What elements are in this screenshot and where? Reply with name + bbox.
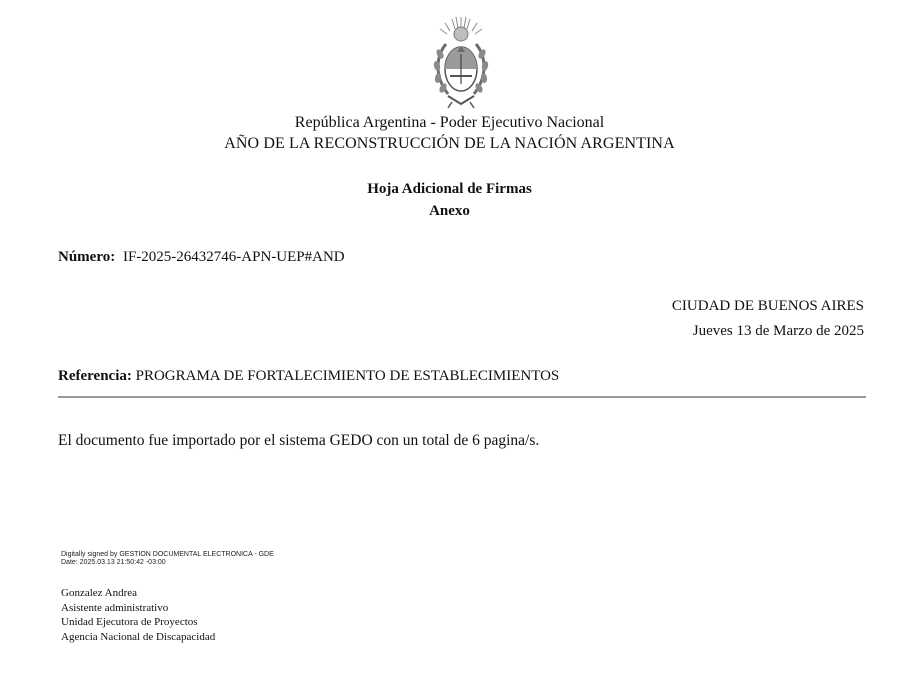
referencia-field xyxy=(58,368,559,385)
signer-agency: Agencia Nacional de Discapacidad xyxy=(61,630,216,643)
referencia-value: PROGRAMA DE FORTALECIMIENTO DE ESTABLECIMIENTOS xyxy=(135,368,560,384)
separator-rule xyxy=(58,396,866,398)
signed-by-text: Digitally signed by GESTION DOCUMENTAL ELECTRONICA - GDE xyxy=(61,551,274,558)
document-title: Hoja Adicional de Firmas xyxy=(367,181,532,197)
referencia-label: Referencia: xyxy=(58,368,132,384)
date-text: Jueves 13 de Marzo de 2025 xyxy=(692,323,864,339)
argentine-coat-of-arms-icon xyxy=(428,14,494,112)
numero-value: IF-2025-26432746-APN-UEP#AND xyxy=(122,249,345,265)
header-line-1: República Argentina - Poder Ejecutivo Nacional xyxy=(294,114,605,131)
signer-name: Gonzalez Andrea xyxy=(61,587,138,599)
document-subtitle: Anexo xyxy=(429,203,470,219)
city-text: CIUDAD DE BUENOS AIRES xyxy=(671,298,864,314)
signer-role: Asistente administrativo xyxy=(61,601,169,614)
signer-block xyxy=(61,586,215,644)
numero-label: Número: xyxy=(58,249,116,265)
body-text: El documento fue importado por el sistema GEDO con un total de 6 pagina/s. xyxy=(58,432,540,449)
header-line-2: AÑO DE LA RECONSTRUCCIÓN DE LA NACIÓN ARGENTINA xyxy=(224,135,675,152)
digital-signature-stamp xyxy=(61,551,274,567)
signer-unit: Unidad Ejecutora de Proyectos xyxy=(61,616,198,628)
numero-field xyxy=(58,249,345,266)
signature-date-text: Date: 2025.03.13 21:50:42 -03:00 xyxy=(61,559,166,566)
